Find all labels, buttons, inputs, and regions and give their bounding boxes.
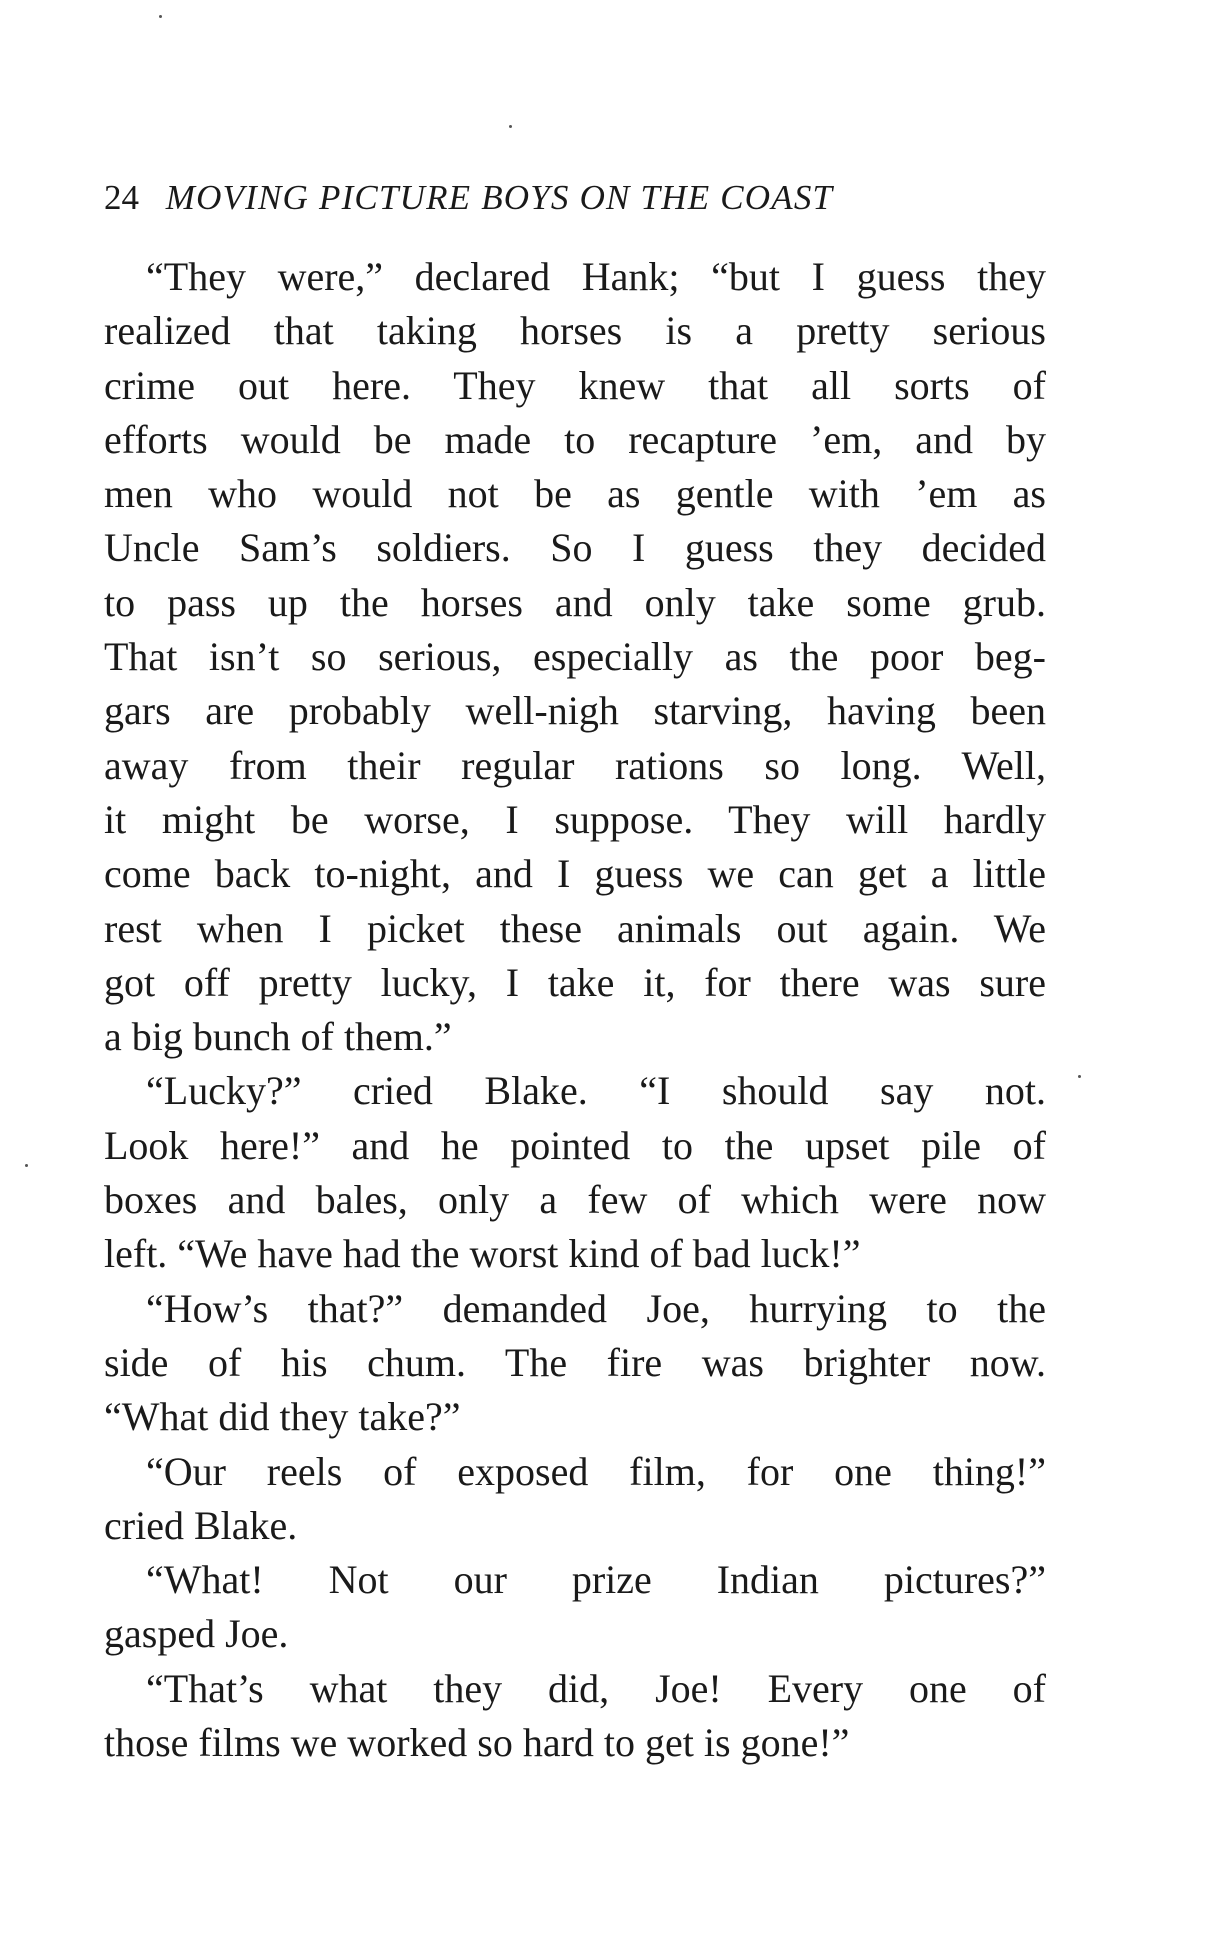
text-line: to pass up the horses and only take some grub. (104, 579, 1046, 625)
text-line: “Our reels of exposed film, for one thing!” (146, 1448, 1046, 1494)
scan-speck (1078, 1075, 1081, 1078)
text-line: “What! Not our prize Indian pictures?” (146, 1557, 1046, 1603)
scan-speck (509, 125, 512, 128)
text-line: “How’s that?” demanded Joe, hurrying to the (146, 1285, 1046, 1331)
text-line: it might be worse, I suppose. They will hardly (104, 796, 1046, 842)
text-line: Look here!” and he pointed to the upset pile of (104, 1122, 1046, 1168)
text-line: crime out here. They knew that all sorts of (104, 362, 1046, 408)
text-line: efforts would be made to recapture ’em, and by (104, 416, 1046, 462)
text-line: cried Blake. (104, 1502, 298, 1548)
body-text (104, 250, 1046, 1770)
text-line: “Lucky?” cried Blake. “I should say not. (146, 1068, 1046, 1114)
text-line: “What did they take?” (104, 1394, 461, 1440)
text-line: “They were,” declared Hank; “but I guess they (146, 254, 1046, 299)
text-line: boxes and bales, only a few of which were now (104, 1177, 1046, 1223)
text-line: rest when I picket these animals out again. We (104, 905, 1046, 951)
scan-speck (159, 15, 162, 18)
text-line: a big bunch of them.” (104, 1014, 452, 1060)
scan-speck (25, 1164, 28, 1167)
text-line: gars are probably well-nigh starving, having been (104, 688, 1046, 734)
text-line: “That’s what they did, Joe! Every one of (146, 1665, 1046, 1711)
text-line: those films we worked so hard to get is gone!” (104, 1720, 850, 1766)
text-line: come back to-night, and I guess we can get a little (104, 851, 1046, 897)
text-line: men who would not be as gentle with ’em as (104, 471, 1046, 517)
page-number: 24 (104, 178, 139, 217)
text-line: side of his chum. The fire was brighter now. (104, 1339, 1046, 1385)
text-line: away from their regular rations so long. Well, (104, 742, 1046, 788)
text-line: That isn’t so serious, especially as the poor beg- (104, 634, 1046, 680)
text-line: got off pretty lucky, I take it, for there was sure (104, 959, 1046, 1005)
running-header (104, 168, 1054, 228)
text-line: gasped Joe. (104, 1611, 289, 1657)
running-title: MOVING PICTURE BOYS ON THE COAST (165, 178, 834, 217)
text-line: Uncle Sam’s soldiers. So I guess they decided (104, 525, 1046, 571)
text-line: left. “We have had the worst kind of bad luck!” (104, 1231, 861, 1277)
text-line: realized that taking horses is a pretty serious (104, 308, 1046, 354)
